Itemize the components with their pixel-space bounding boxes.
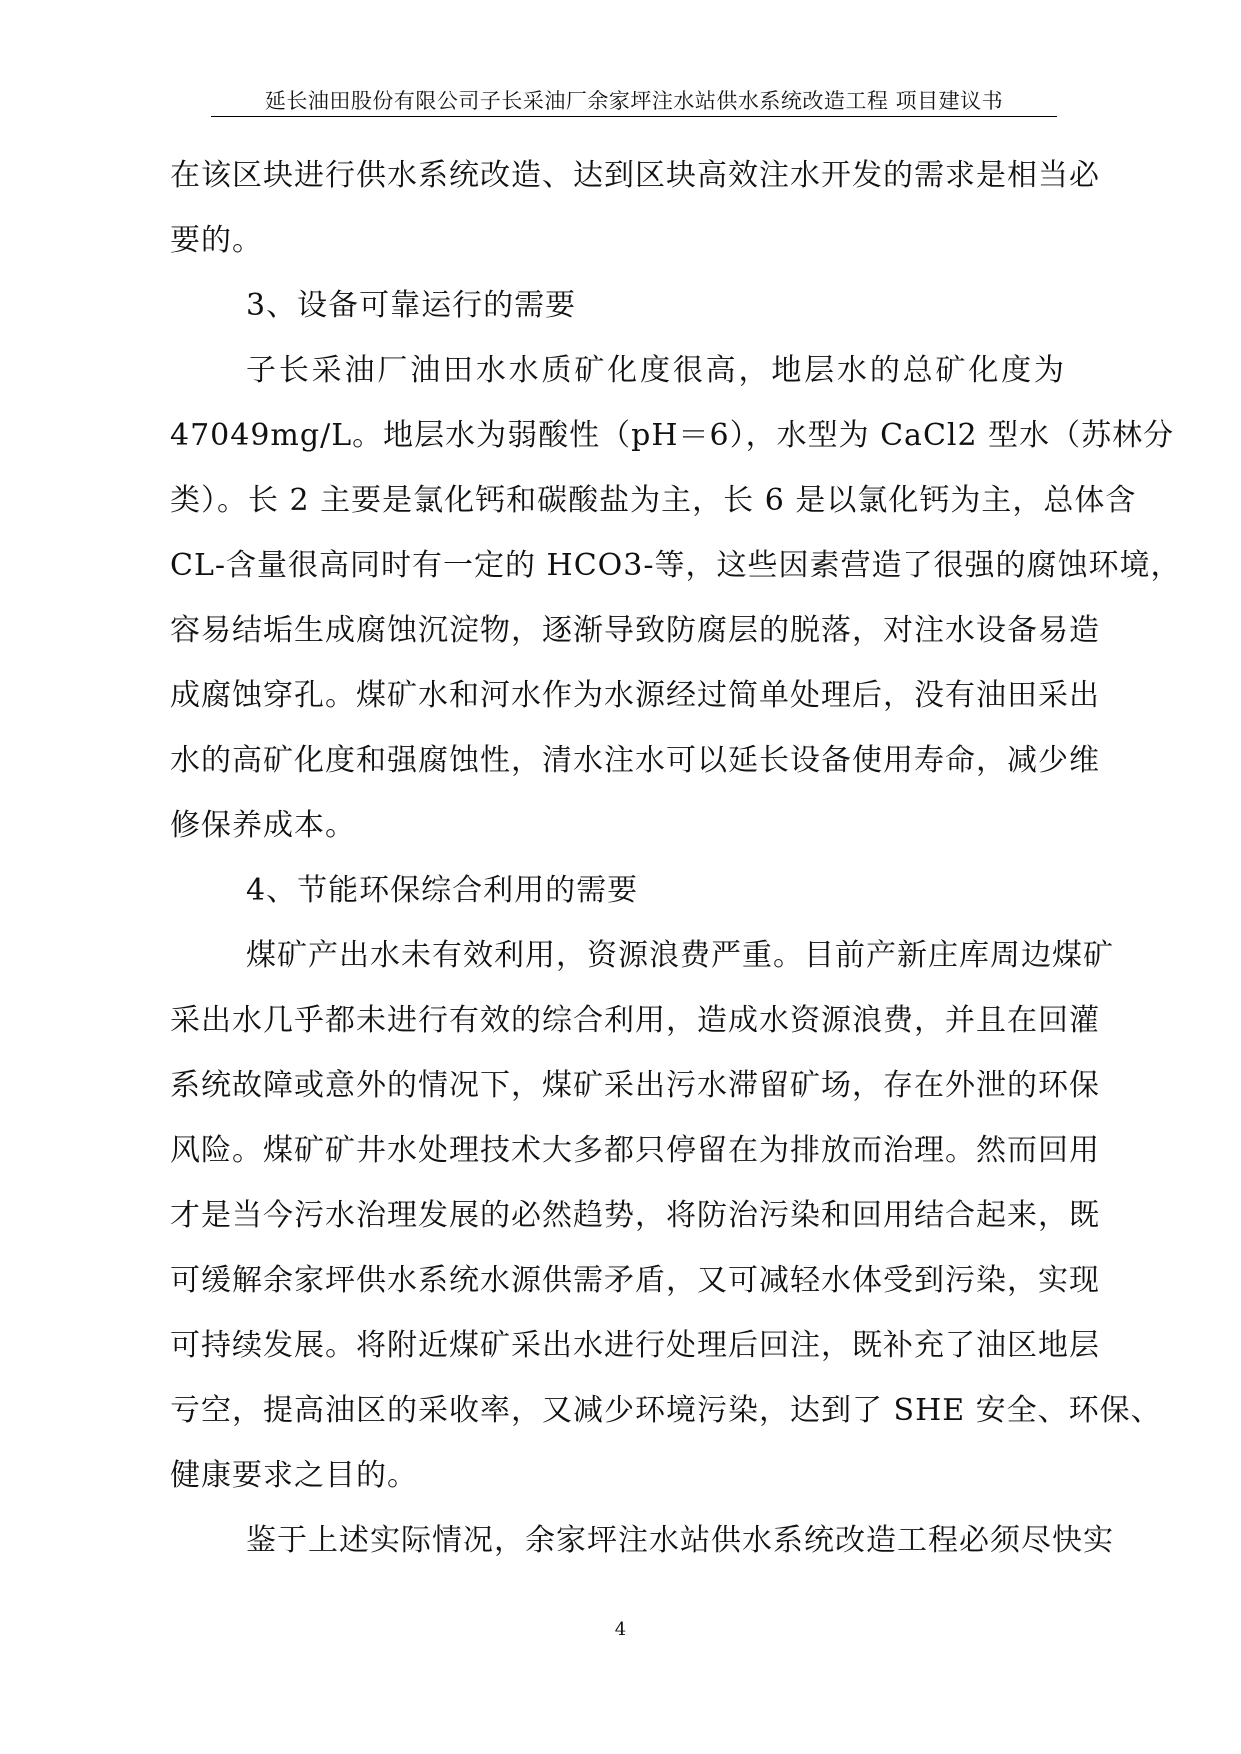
text-line: 采出水几乎都未进行有效的综合利用，造成水资源浪费，并且在回灌 (170, 1003, 1100, 1038)
text-line: CL-含量很高同时有一定的 HCO3-等，这些因素营造了很强的腐蚀环境， (170, 548, 1182, 583)
text-line: 可缓解余家坪供水系统水源供需矛盾，又可减轻水体受到污染，实现 (170, 1263, 1100, 1298)
text-line: 容易结垢生成腐蚀沉淀物，逐渐导致防腐层的脱落，对注水设备易造 (170, 613, 1100, 648)
text-line: 水的高矿化度和强腐蚀性，清水注水可以延长设备使用寿命，减少维 (170, 743, 1100, 778)
text-line: 鉴于上述实际情况，余家坪注水站供水系统改造工程必须尽快实 (246, 1523, 1114, 1558)
text-line: 亏空，提高油区的采收率，又减少环境污染，达到了 SHE 安全、环保、 (170, 1393, 1162, 1428)
text-line: 3、设备可靠运行的需要 (246, 288, 577, 323)
text-line: 在该区块进行供水系统改造、达到区块高效注水开发的需求是相当必 (170, 158, 1100, 193)
text-line: 煤矿产出水未有效利用，资源浪费严重。目前产新庄库周边煤矿 (246, 938, 1114, 973)
text-line: 健康要求之目的。 (170, 1458, 418, 1493)
text-line: 修保养成本。 (170, 808, 356, 843)
text-line: 要的。 (170, 223, 263, 258)
text-line: 可持续发展。将附近煤矿采出水进行处理后回注，既补充了油区地层 (170, 1328, 1100, 1363)
text-line: 系统故障或意外的情况下，煤矿采出污水滞留矿场，存在外泄的环保 (170, 1068, 1100, 1103)
text-line: 才是当今污水治理发展的必然趋势，将防治污染和回用结合起来，既 (170, 1198, 1100, 1233)
text-line: 风险。煤矿矿井水处理技术大多都只停留在为排放而治理。然而回用 (170, 1133, 1100, 1168)
page-header: 延长油田股份有限公司子长采油厂余家坪注水站供水系统改造工程 项目建议书 (211, 86, 1057, 117)
text-line: 4、节能环保综合利用的需要 (246, 873, 639, 908)
text-line: 47049mg/L。地层水为弱酸性（pH＝6），水型为 CaCl2 型水（苏林分 (170, 418, 1175, 453)
text-line: 成腐蚀穿孔。煤矿水和河水作为水源经过简单处理后，没有油田采出 (170, 678, 1100, 713)
text-line: 类）。长 2 主要是氯化钙和碳酸盐为主，长 6 是以氯化钙为主，总体含 (170, 483, 1137, 518)
text-line: 子长采油厂油田水水质矿化度很高，地层水的总矿化度为 (246, 353, 1065, 388)
document-body (170, 143, 1182, 1573)
page-number: 4 (614, 1619, 627, 1640)
